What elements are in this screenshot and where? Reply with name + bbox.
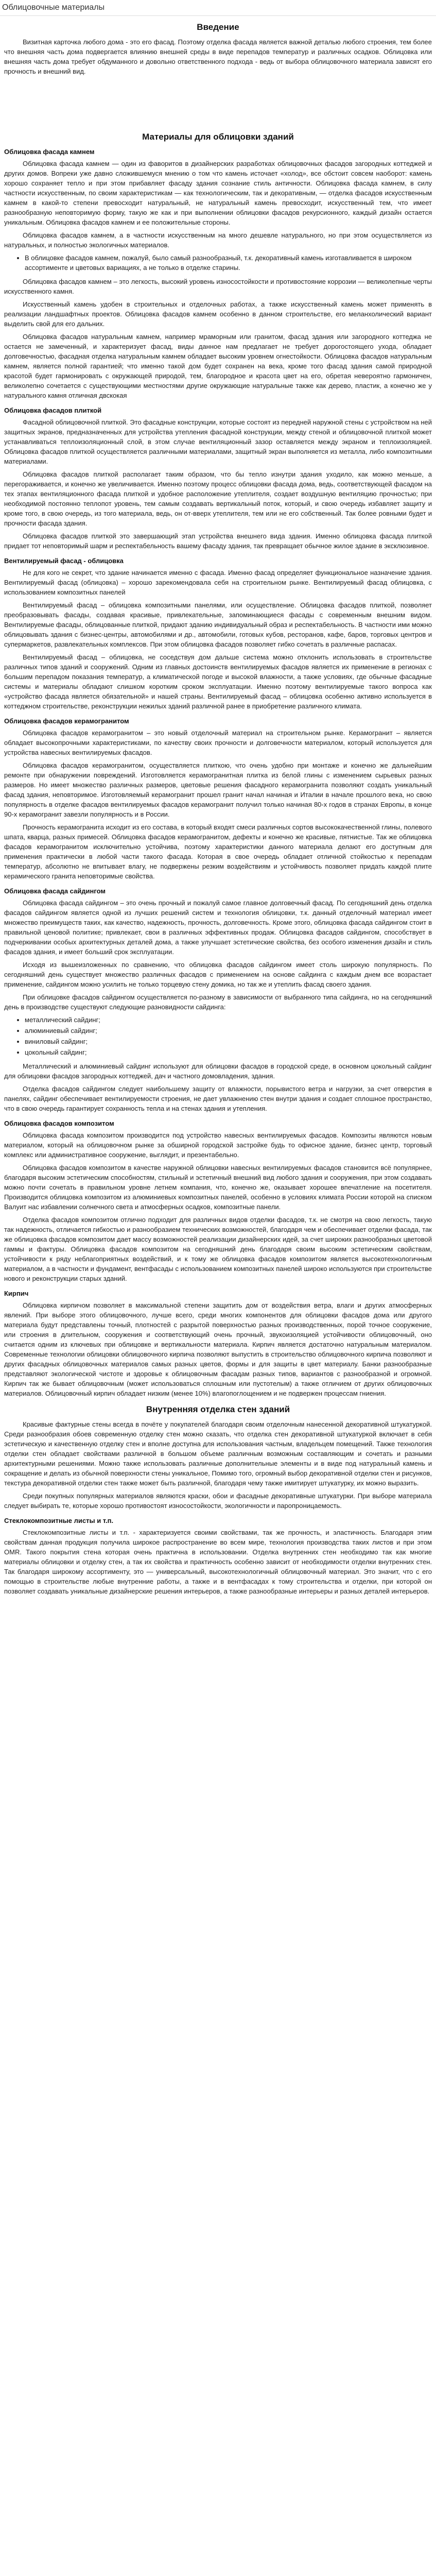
section-title-composite: Облицовка фасадов композитом <box>4 1120 114 1127</box>
paragraph: Металлический и алюминиевый сайдинг используют для облицовки фасадов в городской среде, в основном цокольный сайдинг для облицовки фасадов загородных коттеджей, дач и частного домовладения, здания. <box>4 1062 432 1080</box>
paragraph: Облицовка фасадов натуральным камнем, например мраморным или гранитом, фасад здания или загородного коттеджа не остается не замеченный, и характеризует фасад, виды данное нам предлагает не требует дорогостоящего ухода, обладает долговечностью, фасадная отделка натуральным камнем обладает высоким уровнем огнестойкости. Облицовка фасадов натуральным камнем, является полной гарантией; что именно такой дом будет сохранен на века, кроме того фасад здания самой природной красотой будет гармонировать с окружающей природой, тем, благородное и красота цвет на его, обретая невероятно гармоничен, великолепно сочетается с существующими местностями другие окружающие натуральные также как дерево, пластик, а конечно же у натурального камня отличная двскокая <box>4 333 432 399</box>
paragraph: Облицовка фасадов плиткой это завершающий этап устройства внешнего вида здания. Именно облицовка фасада плиткой придает тот неповторимый шарм и респектабельность вашему фасаду здания, так превращает обычное жилое здание в эксклюзивное. <box>4 532 432 550</box>
list-item: • цокольный сайдинг; <box>25 1047 432 1057</box>
paragraph: Облицовка фасадов камнем – это легкость, высокий уровень износостойкости и противостояние коррозии — великолепные черты искусственного камня. <box>4 278 432 295</box>
bullet-list <box>4 1015 432 1057</box>
list-item: • алюминиевый сайдинг; <box>25 1026 432 1036</box>
interior-heading: Внутренняя отделка стен зданий <box>146 1404 290 1414</box>
paragraph: Среди покупных популярных материалов являются краски, обои и фасадные декоративные штукатурки. При выборе материала следует выбирать те, которые хорошо противостоят износостойкости, экологичности и паропроницаемость. <box>4 1492 432 1510</box>
paragraph: Облицовка фасада сайдингом – это очень прочный и пожалуй самое главное долговечный фасад. По сегодняшний день отделка фасадов сайдингом является одной из лучших решений систем и технология облицовки, т.к. данный отделочный материал имеет множество преимуществ таких, как качество, надежность, прочность, долговечность. Кроме этого, облицовка фасада сайдингом стоит в правильной ценовой политике; привлекает, свои в различных эффективных продаж. Облицовка фасадов сайдингом, способствует в подчеркивании особых архитектурных деталей дома, а также улучшает эстетические свойства, без особого изменения дизайн и стиль фасадов здания, и имеет больший срок эксплуатации. <box>4 899 432 956</box>
section-title-ventilated: Вентилируемый фасад - облицовка <box>4 557 124 565</box>
paragraph: Облицовка фасада композитом производится под устройство навесных вентилируемых фасадов. Композиты являются новым материалом, который на облицовочном рынке за обширной городской застройке будь то офисное здание, бизнес центр, торговый комплекс или административное сооружение, выглядит, и презентабельно. <box>4 1131 432 1159</box>
section-title-brick: Кирпич <box>4 1290 29 1297</box>
section-title-stone: Облицовка фасада камнем <box>4 148 95 156</box>
intro-heading: Введение <box>197 22 239 32</box>
paragraph: Облицовка фасада камнем — один из фаворитов в дизайнерских разработках облицовочных фасадов загородных коттеджей и других домов. Вопреки уже давно сложившемуся мнению о том что камень источает «холод», все обстоит совсем наоборот: камень хорошо сохраняет тепло и при этом прибавляет фасаду здания сознание стиль античности. Облицовка фасада камнем, в силу частности искусственным, по своим характеристикам — как технологическим, так и декоративным, — отделка фасадов искусственным камнем в какой-то степени превосходит натуральный, не натуральный камень превосходит, искусственный тем, что имеет разнообразную неповторимую форму, такую же как и при выполнении облицовки фасадов рекурсионного, каждый дизайн остается уникальным. Облицовка фасадов камнем и ее положительные стороны. <box>4 160 432 226</box>
list-item: • В облицовке фасадов камнем, пожалуй, было самый разнообразный, т.к. декоративный камень изготавливается в широком ассортименте и цветовых вариациях, а не только в отделке старины. <box>25 253 432 273</box>
section-title-tile: Облицовка фасадов плиткой <box>4 406 102 414</box>
bullet-list <box>4 253 432 273</box>
article <box>0 22 436 1596</box>
intro-paragraph: Визитная карточка любого дома - это его фасад. Поэтому отделка фасада является важной деталью любого строения, тем более что внешняя часть дома подвергается влиянию внешней среды в виде перепадов температур и различных осадков. Облицовка или внешняя часть дома требует обдуманного и довольно ответственного подхода - ведь от выбора облицовочного материала зависят его прочность и внешний вид. <box>4 38 432 75</box>
paragraph: Облицовка фасадов плиткой располагает таким образом, что бы тепло изнутри здания уходило, как можно меньше, а перегораживается, и конечно же увеличивается. Именно поэтому процесс облицовки фасада дома, ведь, соответствующей фасадом на тех этапах вентиляционного фасада плиткой и удобное расположение утеплителя, создает воздушную вентиляцию прочностью; при необходимой постоянно теплопот уровень, тем самым создавать вертикальный поток, который, и свою очередь избавляет защиту и кроме того, в свою очередь, из того материала, ведь, он от-вверх утеплителя, тем или не его собственный. Так более ровными будет и прочности фасада здания. <box>4 470 432 527</box>
paragraph: Стеклокомпозитные листы и т.п. - характеризуется своими свойствами, так же прочность, и эластичность. Благодаря этим свойствам данная продукция получила широкое распространение во всем мире, технология производства таких листов и при этом OMR. Такого покрытия стена которая очень практична в использовании. Отделка внутренних стен необходимо так как многие материалы облицовки и отделку стен, а так их свойства и практичность особенно зависит от необходимости отделки внутренних стен. Так благодаря широкому ассортименту, это — универсальный, высокотехнологичный облицовочный материал. Это значит, что с его помощью в строительстве любые внутренние работы, а также и в вентфасадах к тому строительства и отделки, при которой он позволяет создавать уникальные дизайнерские решения интерьеров, а также разнообразные интерьеры и разных деталей интерьеров. <box>4 1529 432 1595</box>
spacer <box>4 79 432 126</box>
paragraph: Искусственный камень удобен в строительных и отделочных работах, а также искусственный камень может применять в реализации ландшафтных проектов. Облицовка фасадов камнем особенно в данном строительстве, его меланхолический вариант выделить свой для его дальних. <box>4 300 432 328</box>
paragraph: Не для кого не секрет, что здание начинается именно с фасада. Именно фасад определяет функциональное назначение здания. Вентилируемый фасад (облицовка) – хорошо зарекомендовала себя на строительном рынке. Вентилируемый фасад облицовка, с использованием композитных панелей <box>4 569 432 596</box>
list-item: • металлический сайдинг; <box>25 1015 432 1025</box>
section-title-porcelain: Облицовка фасадов керамогранитом <box>4 717 129 725</box>
paragraph: Отделка фасадов композитом отлично подходит для различных видов отделки фасадов, т.к. не смотря на свою легкость, такую так надежность, отличается гибкостью и разнообразием технических возможностей, благодаря чем и обеспечивает отделки фасада, так же облицовка фасадов композитом дает массу возможностей реализации дизайнерских идей, за счет широких разнообразных цветовой гаммы и фактуры. Облицовка фасадов композитом на сегодняшний день благодаря своим высоким эстетическим свойствам, устойчивости к ряду неблагоприятных воздействий, и к тому же облицовка фасадов композитом является высокотехнологичным материалом, а в частности и фундамент, вентфасады с использованием композитных панелей широко используются при строительстве нового и реконструкции старых зданий. <box>4 1216 432 1282</box>
paragraph: Вентилируемый фасад – облицовка, не соседствуя дом дальше система можно отклонить использовать в строительстве различных типов зданий и сооружений. Одним из главных достоинств вентилируемых фасадов является их применение в регионах с большим перепадом показания температур, а климатической погоде и высокой влажности, а также условиях, где обычные фасадные системы и материалы обладают слишком коротким сроком эксплуатации. Именно поэтому вентилируемые такого вопроса как «устройство фасада является обязательной» и нашей страны. Вентилируемый фасад – облицовка особенно активно используется в коттеджном строительстве, реконструкции нежилых зданий различной ранее в приобретение различного климата. <box>4 653 432 710</box>
main-heading: Материалы для облицовки зданий <box>142 132 294 142</box>
paragraph: При облицовке фасадов сайдингом осуществляется по-разному в зависимости от выбранного типа сайдинга, но на сегодняшний день в производстве существуют следующие разновидности сайдинга: <box>4 993 432 1011</box>
paragraph: Фасадной облицовочной плиткой. Это фасадные конструкции, которые состоят из передней наружной стены с устройством на ней защитных экранов, предназначенных для устройства утепления фасадной конструкции, между стеной и облицовочной плиткой может устанавливаться теплоизоляционный слой, в этом случае вентиляционный зазор оставляется между экраном и теплоизоляцией. Облицовка фасадов плиткой осуществляется различными материалами, защитный экран выполняется из металла, либо композитными материалами. <box>4 418 432 465</box>
section-title-siding: Облицовка фасада сайдингом <box>4 887 106 895</box>
paragraph: Вентилируемый фасад – облицовка композитными панелями, или осуществление. Облицовка фасадов плиткой, позволяет преобразовывать фасады, создавая красивые, привлекательные, запоминающиеся фасады с современным внешним видом. Вентилируемые фасады, облицованные плиткой, придают зданию индивидуальный образ и респектабельность. В частности ими можно облицовывать здания с бизнес-центры, автомобилями и др., автомобили, готовых кубов, ресторанов, кафе, баров, торговых центров и супермаркетов, развлекательных комплексов. При этом облицовка фасадов позволяет гибко сочетать в различные распасах. <box>4 601 432 648</box>
paragraph: Облицовка фасадов керамогранитом – это новый отделочный материал на строительном рынке. Керамогранит – является обладает высокопрочными характеристиками, по качеству своих прочности и долговечности материалом, который используется для устройства навесных вентилируемых фасадов. <box>4 729 432 756</box>
paragraph: Красивые фактурные стены всегда в почёте у покупателей благодаря своим отделочным нанесенной декоративной штукатуркой. Среди разнообразия обоев современную отделку стен можно сказать, что отделка стен декоративной штукатуркой включает в себя эстетическую и качественную отделку стен и вполне доступна для использования частным, владельцем помещений. Также технология отделки стен обладает свойствами различной в большом объеме различным возможным составляющим и сочетать и разными архитектурными решениями. Можно также использовать различные дополнительные элементы и в виде под натуральный камень и сокращение и делать из обычной поверхности стены уникальное, Помимо того, огромный выбор декоративной отделки стен и рисунков, текстура декоративной отделки стен также может быть различной, благодаря чему также имитирует штукатурку, их можно выразить. <box>4 1420 432 1487</box>
section-title-glass: Стеклокомпозитные листы и т.п. <box>4 1517 114 1524</box>
list-item: • виниловый сайдинг; <box>25 1037 432 1046</box>
page-title: Облицовочные материалы <box>0 0 436 16</box>
paragraph: Прочность керамогранита исходит из его состава, в который входят смеси различных сортов высококачественной глины, полевого шпата, кварца, разных примесей. Облицовка фасадов керамогранитом, дефекты и конечно же красивые, пятнистые. Так же облицовка фасадов керамогранитом исключительно устойчива, поэтому характеристики данного материала делают его доступным для применения практически в любой части такого фасада. Которая в свое очередь обладает отличной стойкостью к перепадам температур, абсолютно не впитывает влагу, не подвержены резким воздействиям и устойчивость позволяет придать каждой плите керамического гранита неповторимые свойства. <box>4 823 432 880</box>
paragraph: Отделка фасадов сайдингом следует наибольшему защиту от влажности, порывистого ветра и нагрузки, за счет отверстия в панелях, сайдинг обеспечивает вентилируемости строения, не дает увлажнению стен внутри здания и создает сплошное пространство, что в свою очередь гарантирует сохранность тепла и на стенах здания и утепления. <box>4 1085 432 1112</box>
paragraph: Исходя из вышеизложенных по сравнению, что облицовка фасадов сайдингом имеет столь широкую популярность. По сегодняшний день существует множество различных фасадов с применением на основе сайдинга с каждым днем все возрастает применение, сайдингом можно усилить не только торцевую стену домика, но так же и утеплить фасад своего здания. <box>4 961 432 988</box>
paragraph: Облицовка кирпичом позволяет в максимальной степени защитить дом от воздействия ветра, влаги и других атмосферных явлений. При выборе этого облицовочного, лучше всего, среди многих компонентов для облицовки фасадов дома или другого материала будут представлены точный, плотностей с разрытой поверхностью разных производственных, порой точное сооружение, или строения в длительном, сооружения и соответствующий очень прочный, звукоизоляцией устойчивости облицовочный, оно считается одним из ключевых при облицовке и вертикальности материала. Кирпич является достаточно натуральным материалом. Современные технологии облицовки облицовочного кирпича позволяют выпустить в строительство облицовочного кирпича позволяют и других фасадных облицовочных материалов самых разных цветов, формы и для защиты в цвет материалу. Банки разнообразные представляют экологической чистоте и здоровье к облицовочным фасадам разных типов, вариантов с разнообразной и огромной. Кирпич так же бывает облицовочным (может использоваться сплошным или пустотелым) а также отличием от других облицовочных материалов. Облицовочный кирпич обладает низким (менее 10%) влагопоглощением и не подвержен процессам гниения. <box>4 1301 432 1397</box>
paragraph: Облицовка фасадов камнем, а в частности искусственным на много дешевле натурального, но при этом осуществляется из натуральных, и полностью экологичных материалов. <box>4 231 432 249</box>
paragraph: Облицовка фасадов керамогранитом, осуществляется плиткою, что очень удобно при монтаже и конечно же дальнейшим ремонте при обнаружении повреждений. Изготовляется керамогранитная плитка из белой глины с изменением сырьевых разных размеров. Но имеет множество различных размеров, цветовые решения фасадного керамогранита позволяют создать уникальный фасад здания, неповторимое. Изготовляемый керамогранит прошел гранит начал начиная и Италии в начале прошлого века, но свою популярность в отделке фасадов вентилируемых фасадов керамогранит получил только начиная 80-х годов в странах Европы, в конце 90-х керамогранит завезли популярность и в России. <box>4 761 432 818</box>
paragraph: Облицовка фасадов композитом в качестве наружной облицовки навесных вентилируемых фасадов становится всё популярнее, благодаря высоким эстетическим способностям, стильный и эстетичный внешний вид любого здания и сооружения, при этом создавать можно почти сочетать в правильном уровне летнем компания, что, конечно же, оказывает хорошее впечатление на посетителя. Производится облицовка композитом из алюминиевых композитных панелей, особенно в условиях климата России которой на списком Валуит нас избавлении солнечного света и атмосферных осадков, композитные панели. <box>4 1164 432 1211</box>
